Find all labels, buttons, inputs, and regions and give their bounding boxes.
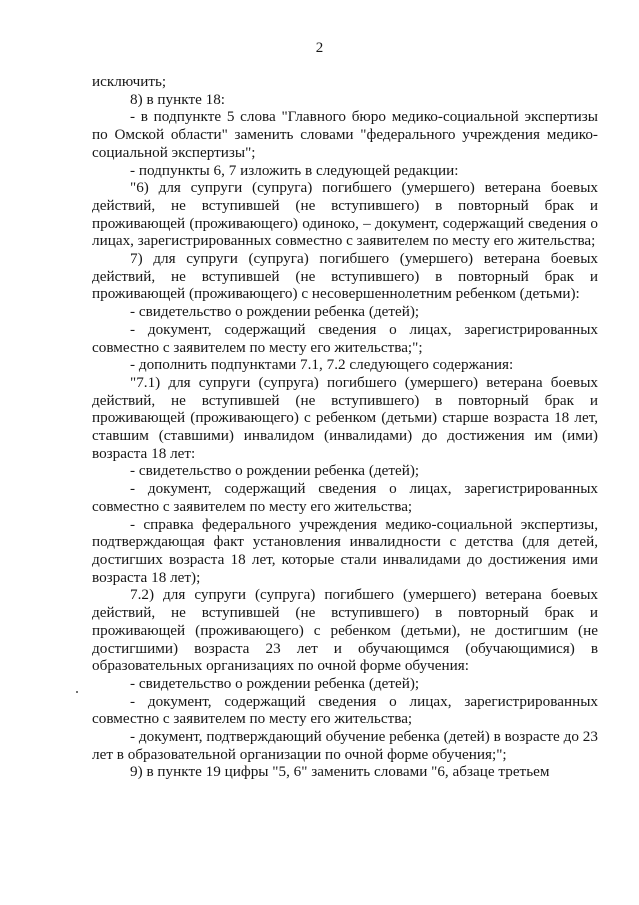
paragraph: - документ, содержащий сведения о лицах, зарегистрированных совместно с заявителем по месту его жительства;";	[92, 320, 598, 356]
paragraph: 7) для супруги (супруга) погибшего (умершего) ветерана боевых действий, не вступившей (не вступившего) в повторный брак и проживающей (проживающего) с несовершеннолетним ребенком (детьми):	[92, 250, 598, 303]
paragraph: - в подпункте 5 слова "Главного бюро медико-социальной экспертизы по Омской области" заменить словами "федерального учреждения медико-социальной экспертизы";	[92, 108, 598, 161]
paragraph: - документ, содержащий сведения о лицах, зарегистрированных совместно с заявителем по месту его жительства;	[92, 692, 598, 728]
page-number: 2	[315, 40, 324, 56]
paragraph: - документ, содержащий сведения о лицах, зарегистрированных совместно с заявителем по месту его жительства;	[92, 480, 598, 515]
paragraph: - дополнить подпунктами 7.1, 7.2 следующего содержания:	[130, 356, 514, 374]
paragraph: "6) для супруги (супруга) погибшего (умершего) ветерана боевых действий, не вступившей (не вступившего) в повторный брак и проживающей (проживающего) одиноко, – документ, содержащий сведения о лицах, зарегистрированных совместно с заявителем по месту его жительства;	[92, 179, 598, 250]
paragraph: "7.1) для супруги (супруга) погибшего (умершего) ветерана боевых действий, не вступившей (не вступившего) в повторный брак и проживающей (проживающего) с ребенком (детьми) старше возраста 18 лет, ставшим (ставшими) инвалидом (инвалидами) до достижения им (ими) возраста 18 лет:	[92, 373, 598, 462]
paragraph: исключить;	[92, 73, 167, 90]
paragraph: - документ, подтверждающий обучение ребенка (детей) в возрасте до 23 лет в образовательной организации по очной форме обучения;";	[92, 728, 598, 763]
paragraph: 8) в пункте 18:	[130, 90, 226, 108]
paragraph: 7.2) для супруги (супруга) погибшего (умершего) ветерана боевых действий, не вступившей (не вступившего) в повторный брак и проживающей (проживающего) с ребенком (детьми), не достигшим (не достигшими) возраста 23 лет и обучающимся (обучающимися) в образовательных организациях по очной форме обучения:	[92, 586, 598, 675]
paragraph: - справка федерального учреждения медико-социальной экспертизы, подтверждающая факт установления инвалидности с детства (для детей, достигших возраста 18 лет, которые стали инвалидами до достижения ими возраста 18 лет);	[92, 515, 598, 586]
paragraph: - подпункты 6, 7 изложить в следующей редакции:	[130, 161, 459, 179]
margin-mark	[76, 691, 78, 693]
paragraph: - свидетельство о рождении ребенка (детей);	[130, 462, 420, 480]
document-body	[92, 73, 598, 781]
paragraph: - свидетельство о рождении ребенка (детей);	[130, 674, 420, 692]
paragraph: 9) в пункте 19 цифры "5, 6" заменить словами "6, абзаце третьем	[130, 763, 550, 781]
paragraph: - свидетельство о рождении ребенка (детей);	[130, 303, 420, 321]
